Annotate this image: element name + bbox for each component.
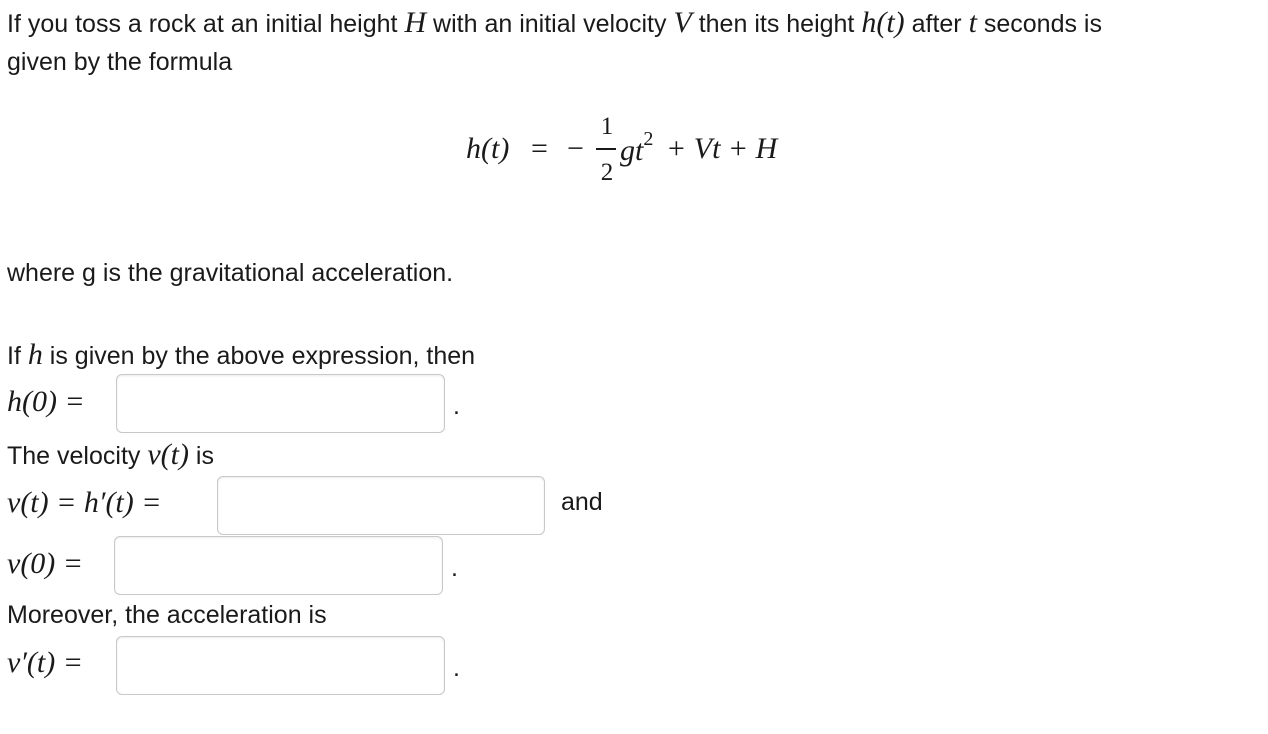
question-lead-a: If (7, 342, 28, 370)
velocity-text-b: is (188, 442, 214, 470)
acceleration-sentence: Moreover, the acceleration is (7, 601, 327, 629)
formula-gt: gt (620, 134, 644, 167)
v0-label: v(0) = (7, 547, 84, 580)
vprime-input[interactable] (116, 636, 445, 695)
var-t: t (968, 6, 977, 39)
and-text: and (561, 488, 603, 516)
gravity-note: where g is the gravitational acceleration. (7, 259, 454, 287)
intro-text-c: then its height (691, 10, 862, 38)
vt-label: v(t) = h′(t) = (7, 486, 162, 519)
vprime-label: v′(t) = (7, 646, 83, 679)
question-lead-b: is given by the above expression, then (42, 342, 476, 370)
velocity-var: v(t) (147, 438, 189, 471)
intro-text-d: after (904, 10, 969, 38)
intro-line-2: given by the formula (7, 48, 233, 76)
fraction-numerator: 1 (600, 113, 614, 140)
formula-exponent: 2 (643, 128, 654, 150)
intro-text-b: with an initial velocity (426, 10, 674, 38)
h0-label: h(0) = (7, 385, 85, 418)
var-V: V (673, 6, 692, 39)
fraction-denominator: 2 (600, 159, 614, 186)
formula-term-g (620, 128, 654, 168)
intro-line-1 (7, 6, 1102, 40)
vt-input[interactable] (217, 476, 545, 535)
v0-input[interactable] (114, 536, 443, 595)
h0-period: . (453, 392, 460, 420)
fraction-bar (596, 148, 616, 150)
velocity-text-a: The velocity (7, 442, 148, 470)
vprime-period: . (453, 654, 460, 682)
var-H: H (404, 6, 427, 39)
intro-text-e: seconds is (976, 10, 1102, 38)
formula-equals: = (531, 132, 548, 165)
question-lead (7, 338, 475, 372)
formula-rest: + Vt + H (666, 132, 778, 165)
intro-text-a: If you toss a rock at an initial height (7, 10, 405, 38)
formula-lhs: h(t) (466, 132, 510, 165)
formula-minus: − (567, 132, 584, 165)
h0-input[interactable] (116, 374, 445, 433)
v0-period: . (451, 554, 458, 582)
question-lead-var: h (27, 338, 43, 371)
velocity-sentence (7, 438, 214, 472)
h-of-t: h(t) (861, 6, 905, 39)
